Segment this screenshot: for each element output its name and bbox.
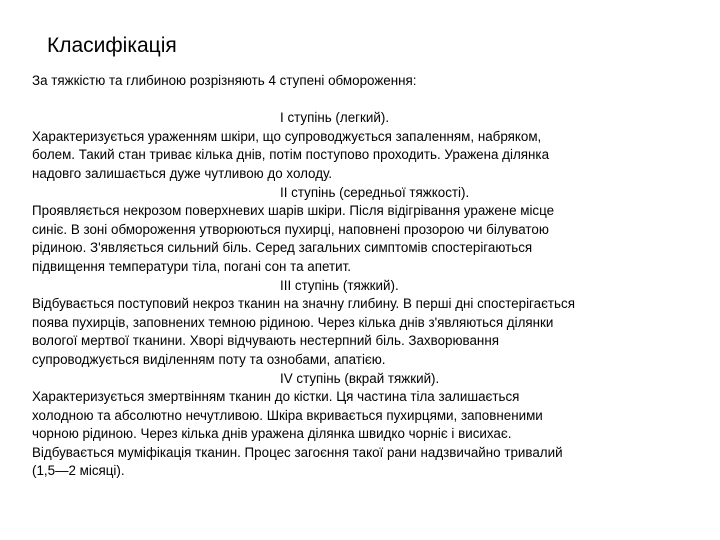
degree-heading-1: І ступінь (легкий). <box>280 110 390 126</box>
degree-section-2 <box>32 184 692 277</box>
degree-2-line: синіє. В зоні обмороження утворюються пухирці, наповнені прозорою чи білуватою <box>32 221 549 237</box>
degree-section-4 <box>32 370 692 482</box>
degree-3-line: Відбувається поступовий некроз тканин на значну глибину. В перші дні спостерігається <box>32 296 575 312</box>
degree-2-line: Проявляється некрозом поверхневих шарів шкіри. Після відігрівання уражене місце <box>32 203 555 219</box>
degree-1-line: надовго залишається дуже чутливою до холоду. <box>32 165 333 181</box>
degree-section-1 <box>32 109 692 183</box>
degree-section-3 <box>32 277 692 370</box>
degree-heading-4: IV ступінь (вкрай тяжкий). <box>280 370 440 386</box>
degree-4-line: холодною та абсолютно нечутливою. Шкіра вкривається пухирцями, заповненими <box>32 407 543 423</box>
degree-heading-3: ІІІ ступінь (тяжкий). <box>280 277 399 293</box>
degree-3-line: вологої мертвої тканини. Хворі відчувають нестерпний біль. Захворювання <box>32 333 499 349</box>
degree-heading-2: ІІ ступінь (середньої тяжкості). <box>280 184 470 200</box>
degree-3-line: супроводжується виділенням поту та ознобами, апатією. <box>32 351 386 367</box>
slide-body <box>32 72 692 481</box>
degree-1-line: болем. Такий стан триває кілька днів, потім поступово проходить. Уражена ділянка <box>32 147 550 163</box>
degree-4-line: (1,5—2 місяці). <box>32 463 125 479</box>
intro-text: За тяжкістю та глибиною розрізняють 4 ступені обмороження: <box>32 73 417 88</box>
degree-4-line: чорною рідиною. Через кілька днів уражена ділянка швидко чорніє і висихає. <box>32 426 512 442</box>
degree-3-line: поява пухирців, заповнених темною рідиною. Через кілька днів з'являються ділянки <box>32 314 554 330</box>
slide-title: Класифікація <box>47 34 177 57</box>
degree-1-line: Характеризується ураженням шкіри, що супроводжується запаленням, набряком, <box>32 128 542 144</box>
degree-2-line: рідиною. З'являється сильний біль. Серед загальних симптомів спостерігаються <box>32 240 533 256</box>
degree-4-line: Характеризується змертвінням тканин до кістки. Ця частина тіла залишається <box>32 389 520 405</box>
degree-4-line: Відбувається муміфікація тканин. Процес загоєння такої рани надзвичайно тривалий <box>32 444 563 460</box>
degree-2-line: підвищення температури тіла, погані сон та апетит. <box>32 258 351 274</box>
